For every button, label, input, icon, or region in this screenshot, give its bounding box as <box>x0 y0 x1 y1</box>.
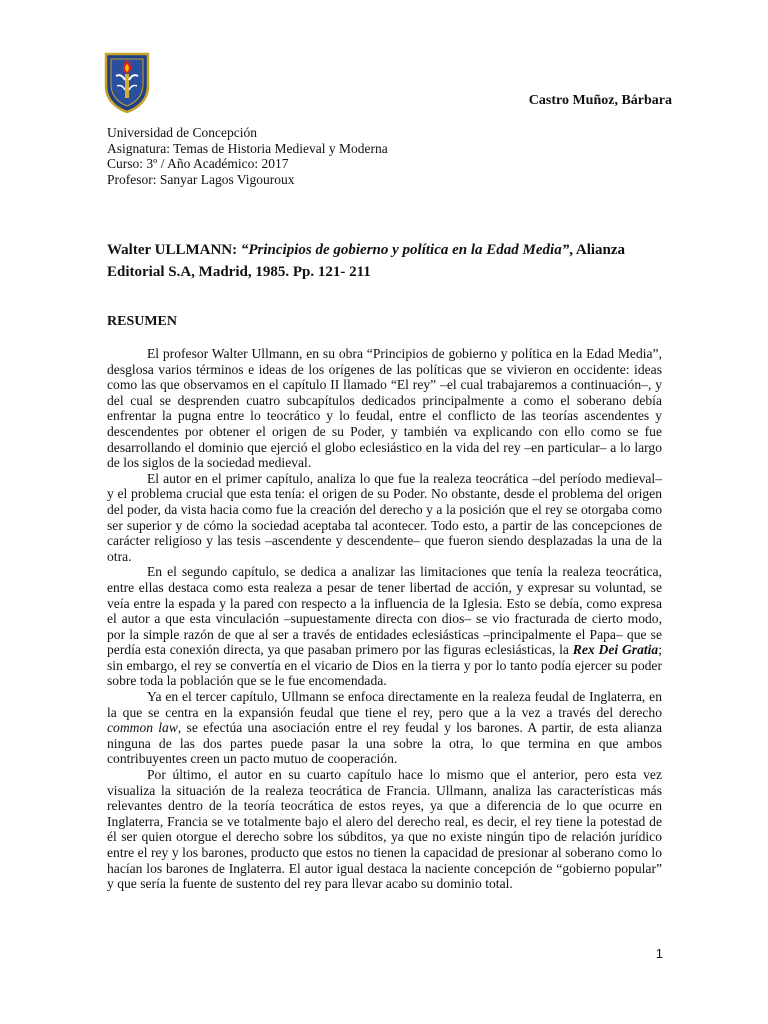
book-reference <box>107 239 667 283</box>
common-law-term: common law <box>107 720 178 736</box>
professor-line: Profesor: Sanyar Lagos Vigouroux <box>107 171 295 187</box>
section-heading: RESUMEN <box>107 314 178 329</box>
paragraph-5-text-b: “gobierno popular” y que sería la fuente de sustento del rey para llevar acabo su dominio total. <box>107 860 663 892</box>
paragraph-1: El profesor Walter Ullmann, en su obra “Principios de gobierno y política en la Edad Media”, desglosa varios términos e ideas de los orígenes de las políticas que se vivieron en occidente: ideas como las que observamos en el capítulo II llamado “El rey” –el cual trabajaremos a continuación–, y del cual se desprenden cuatro subcapítulos dedicados principalmente a como el soberano debía enfrentar la pugna entre lo teocrático y lo feudal, entre el conflicto de las teorías ascendentes y descendentes por obtener el origen de su Poder, y también va explicando con ello como se fue desarrollando el dominio que ejerció el globo eclesiástico en la vida del rey –en particular– a lo largo de los siglos de la sociedad medieval. <box>107 346 662 471</box>
course-info <box>107 125 388 187</box>
paragraph-2: El autor en el primer capítulo, analiza lo que fue la realeza teocrática –del período medieval– y el problema crucial que esta tenía: el origen de su Poder. No obstante, desde el problema del origen del poder, da vista hacia como fue la creación del derecho y a la posición que el rey se otorgaba como ser superior y de cómo la sociedad aceptaba tal acontecer. Todo esto, a partir de las concepciones de carácter religioso y las tesis –ascendente y descendente– que fueron siendo desplazadas la una de la otra. <box>107 470 662 564</box>
university-crest-logo <box>104 52 150 114</box>
page-number: 1 <box>655 946 663 961</box>
summary-body <box>107 346 662 892</box>
paragraph-4-text-a: Ya en el tercer capítulo, Ullmann se enfoca directamente en la realeza feudal de Inglaterra, en la que se centra en la expansión feudal que tiene el rey, pero que a la vez a través del derecho <box>107 689 662 720</box>
course-line: Curso: 3º / Año Académico: 2017 <box>107 156 289 171</box>
paragraph-5 <box>107 767 662 892</box>
document-author: Castro Muñoz, Bárbara <box>528 93 672 108</box>
reference-book-title: “Principios de gobierno y política en la Edad Media” <box>240 242 570 258</box>
reference-details: , Alianza Editorial S.A, Madrid, 1985. Pp. 121- 211 <box>107 242 626 280</box>
paragraph-3 <box>107 564 662 689</box>
paragraph-3-text-b: ; sin embargo, el rey se convertía en el vicario de Dios en la tierra y por lo tanto podía ejercer su poder sobre toda la población que se le fue encomendada. <box>107 642 662 689</box>
subject-line: Asignatura: Temas de Historia Medieval y Moderna <box>107 140 388 156</box>
paragraph-5-text-a: Por último, el autor en su cuarto capítulo hace lo mismo que el anterior, pero esta vez visualiza la situación de la realeza teocrática de Francia. Ullmann, analiza las características más relevantes dentro de la teoría teocrática de estos reyes, ya que a diferencia de lo que ocurre en Inglaterra, Francia se ve totalmente bajo el alero del derecho real, es decir, el rey tiene la potestad de él ser quien otorgue el derecho sobre los súbditos, ya que no existe ningún tipo de relación jurídico entre el rey y los barones, producto que estos no tienen la capacidad de presionar al soberano como lo hacían los barones de Inglaterra. El autor igual destaca la naciente concepción de <box>107 767 662 876</box>
university-line: Universidad de Concepción <box>107 125 257 140</box>
reference-author: Walter ULLMANN: <box>107 242 241 258</box>
paragraph-3-text-a: En el segundo capítulo, se dedica a analizar las limitaciones que tenía la realeza teocrática, entre ellas destaca como esta realeza a pesar de tener libertad de acción, y expresar su voluntad, se veía entre la espada y la pared con respecto a la influencia de la Iglesia. Esto se debía, como expresa el autor a que esta vinculación –supuestamente directa con dios– se vio fracturada de cierto modo, por la simple razón de que al ser a través de entidades eclesiásticas –principalmente el Papa– que se perdía esta conexión directa, ya que pasaban primero por las figuras eclesiásticas, la <box>107 564 662 658</box>
rex-dei-gratia-term: Rex Dei Gratia <box>572 642 659 658</box>
paragraph-4 <box>107 689 662 767</box>
paragraph-4-text-b: , se efectúa una asociación entre el rey feudal y los barones. A partir, de esta alianza ninguna de las dos partes puede pasar la una sobre la otra, lo que termina en que ambos contribuyentes creen un pacto mutuo de cooperación. <box>107 720 662 767</box>
